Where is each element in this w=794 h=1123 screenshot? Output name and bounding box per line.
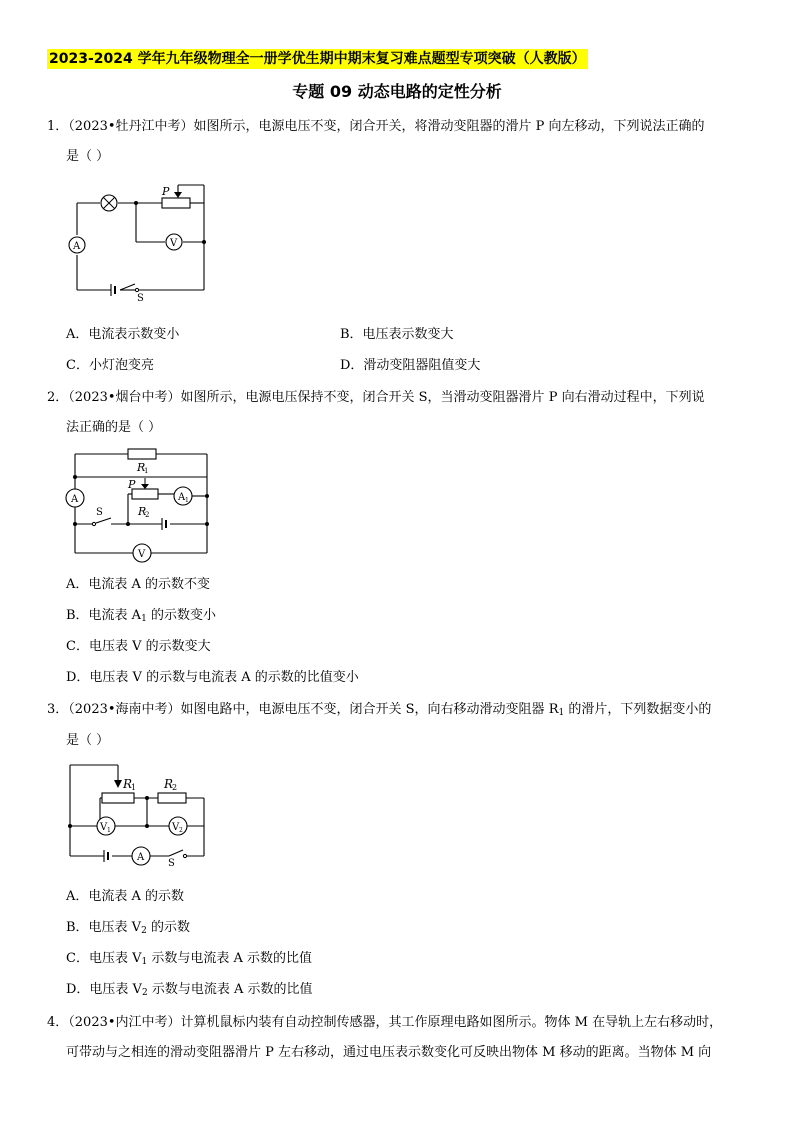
- switch-label: S: [137, 293, 144, 304]
- q1-option-b: B．电压表示数变大: [340, 327, 454, 342]
- q3-option-d: D．电压表 $V_2$ 示数与电流表 A 示数的比值: [66, 982, 313, 998]
- svg-text:1: 1: [144, 467, 149, 475]
- q1-option-a: A．电流表示数变小: [66, 327, 180, 342]
- rheostat-r2-icon: [132, 489, 158, 499]
- question-2-circuit-figure: [64, 446, 214, 566]
- resistor-r1-icon: [128, 449, 156, 459]
- question-3-circuit-figure: [64, 760, 214, 869]
- svg-text:R: R: [138, 505, 147, 518]
- question-2-stem: 2．（2023•烟台中考）如图所示，电源电压保持不变，闭合开关 S，当滑动变阻器滑片 P 向右滑动过程中，下列说: [47, 390, 705, 405]
- q3-option-a: A．电流表 A 的示数: [66, 889, 185, 904]
- svg-text:R: R: [164, 777, 174, 791]
- question-3-stem: 3．（2023•海南中考）如图电路中，电源电压不变，闭合开关 S，向右移动滑动变阻器 $R_1$ 的滑片，下列数据变小的: [47, 702, 712, 718]
- svg-text:A: A: [137, 852, 145, 863]
- svg-text:V: V: [138, 549, 146, 560]
- svg-text:2: 2: [172, 783, 178, 792]
- svg-text:R: R: [123, 777, 133, 791]
- svg-text:1: 1: [131, 783, 137, 792]
- page-title: 专题 09 动态电路的定性分析: [292, 82, 502, 101]
- switch-icon: [92, 518, 111, 526]
- svg-text:1: 1: [185, 497, 189, 504]
- battery-icon: [111, 284, 115, 296]
- svg-text:1: 1: [107, 827, 111, 834]
- voltmeter-icon: [166, 234, 182, 250]
- rheostat-r1-icon: [102, 793, 134, 803]
- svg-text:V: V: [170, 238, 178, 249]
- ammeter-icon: [132, 847, 150, 865]
- question-1-stem: 1．（2023•牡丹江中考）如图所示，电源电压不变，闭合开关，将滑动变阻器的滑片 P 向左移动，下列说法正确的: [47, 119, 705, 134]
- document-banner: 2023-2024 学年九年级物理全一册学优生期中期末复习难点题型专项突破（人教版）: [49, 51, 586, 67]
- battery-icon: [104, 850, 108, 862]
- svg-text:R: R: [137, 461, 146, 474]
- q3-option-b: B．电压表 $V_2$ 的示数: [66, 920, 190, 936]
- svg-text:A: A: [73, 241, 81, 252]
- question-1-circuit-figure: [66, 180, 216, 305]
- q2-option-a: A．电流表 A 的示数不变: [66, 577, 211, 592]
- lamp-icon: [101, 195, 117, 211]
- question-1-stem-cont: 是（ ）: [66, 149, 110, 164]
- switch-label: S: [96, 507, 103, 518]
- question-2-stem-cont: 法正确的是（ ）: [66, 420, 162, 435]
- slider-label: P: [162, 185, 170, 198]
- svg-text:V: V: [100, 822, 108, 833]
- voltmeter-v2-icon: [169, 817, 187, 835]
- svg-text:2: 2: [145, 511, 150, 519]
- question-4-stem-cont: 可带动与之相连的滑动变阻器滑片 P 左右移动，通过电压表示数变化可反映出物体 M 移动的距离。当物体 M 向: [66, 1045, 712, 1060]
- q2-option-b: B．电流表 $A_1$ 的示数变小: [66, 608, 216, 624]
- voltmeter-icon: [133, 544, 151, 562]
- rheostat-icon: [162, 198, 190, 208]
- svg-text:V: V: [172, 822, 180, 833]
- switch-icon: [169, 850, 187, 858]
- q2-option-d: D．电压表 V 的示数与电流表 A 的示数的比值变小: [66, 670, 359, 685]
- svg-text:A: A: [71, 494, 79, 505]
- switch-label: S: [168, 858, 175, 869]
- q2-option-c: C．电压表 V 的示数变大: [66, 639, 211, 654]
- question-4-stem: 4．（2023•内江中考）计算机鼠标内装有自动控制传感器，其工作原理电路如图所示。物体 M 在导轨上左右移动时，: [47, 1015, 723, 1030]
- ammeter-icon: [66, 489, 84, 507]
- svg-text:A: A: [178, 492, 186, 503]
- svg-text:2: 2: [179, 827, 183, 834]
- ammeter-icon: [69, 237, 85, 253]
- voltmeter-v1-icon: [97, 817, 115, 835]
- slider-label: P: [128, 478, 136, 491]
- question-3-stem-cont: 是（ ）: [66, 733, 110, 748]
- ammeter-a1-icon: [174, 487, 192, 505]
- q1-option-d: D．滑动变阻器阻值变大: [340, 358, 481, 373]
- q1-option-c: C．小灯泡变亮: [66, 358, 154, 373]
- q3-option-c: C．电压表 $V_1$ 示数与电流表 A 示数的比值: [66, 951, 312, 967]
- battery-icon: [162, 518, 166, 530]
- resistor-r2-icon: [158, 793, 186, 803]
